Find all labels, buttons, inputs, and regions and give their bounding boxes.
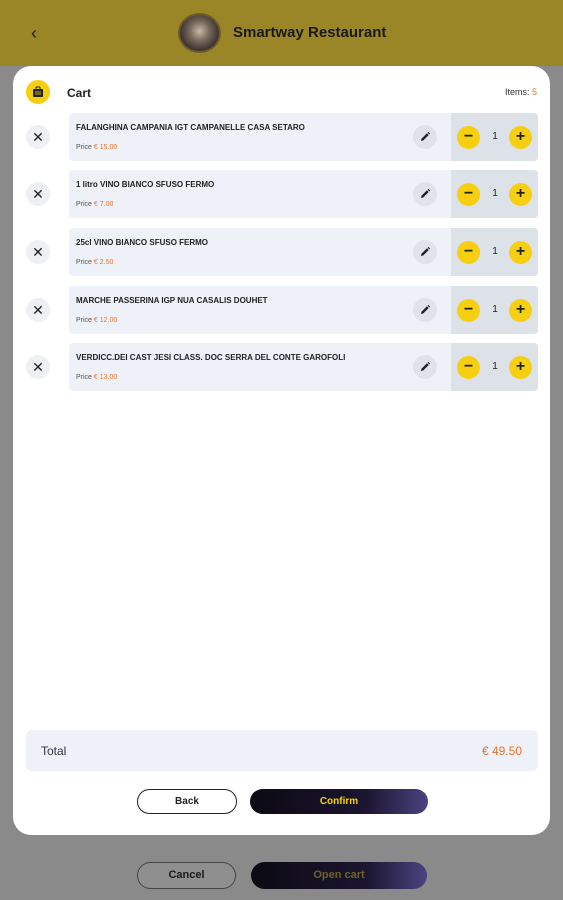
cart-title: Cart (67, 86, 92, 100)
remove-item-icon[interactable]: ✕ (26, 182, 50, 206)
item-name: 25cl VINO BIANCO SFUSO FERMO (76, 238, 209, 247)
remove-item-icon[interactable]: ✕ (26, 125, 50, 149)
quantity-stepper (451, 113, 538, 161)
cart-item-row (13, 286, 550, 334)
item-price: Price € 13.00 (76, 374, 118, 381)
cart-item-card (69, 286, 538, 334)
quantity-value: 1 (492, 246, 498, 257)
remove-item-icon[interactable]: ✕ (26, 298, 50, 322)
item-price: Price € 15.00 (76, 144, 118, 151)
restaurant-name: Smartway Restaurant (233, 24, 387, 41)
increase-quantity-button[interactable]: + (509, 356, 532, 379)
quantity-value: 1 (492, 188, 498, 199)
header-bar (0, 0, 563, 66)
item-price: Price € 12.00 (76, 317, 118, 324)
item-price: Price € 7.00 (76, 201, 114, 208)
edit-pencil-icon[interactable] (413, 125, 437, 149)
item-name: FALANGHINA CAMPANIA IGT CAMPANELLE CASA SETARO (76, 123, 305, 132)
decrease-quantity-button[interactable]: − (457, 183, 480, 206)
confirm-button[interactable]: Confirm (250, 789, 428, 814)
quantity-value: 1 (492, 131, 498, 142)
cart-item-card (69, 228, 538, 276)
quantity-stepper (451, 170, 538, 218)
item-name: 1 litro VINO BIANCO SFUSO FERMO (76, 180, 215, 189)
edit-pencil-icon[interactable] (413, 240, 437, 264)
cart-item-row (13, 228, 550, 276)
quantity-stepper (451, 228, 538, 276)
total-label: Total (41, 744, 67, 758)
edit-pencil-icon[interactable] (413, 355, 437, 379)
quantity-value: 1 (492, 304, 498, 315)
cart-item-row (13, 170, 550, 218)
cart-item-row (13, 113, 550, 161)
back-button[interactable]: Back (137, 789, 237, 814)
items-count: Items: 5 (504, 87, 537, 97)
cart-modal (13, 66, 550, 835)
cancel-button[interactable]: Cancel (137, 862, 236, 889)
decrease-quantity-button[interactable]: − (457, 126, 480, 149)
total-value: € 49.50 (481, 744, 522, 758)
decrease-quantity-button[interactable]: − (457, 241, 480, 264)
cart-item-card (69, 170, 538, 218)
remove-item-icon[interactable]: ✕ (26, 355, 50, 379)
quantity-stepper (451, 286, 538, 334)
restaurant-avatar (178, 13, 221, 53)
increase-quantity-button[interactable]: + (509, 126, 532, 149)
decrease-quantity-button[interactable]: − (457, 356, 480, 379)
open-cart-button[interactable]: Open cart (251, 862, 427, 889)
cart-item-row (13, 343, 550, 391)
total-bar (26, 730, 538, 771)
increase-quantity-button[interactable]: + (509, 299, 532, 322)
edit-pencil-icon[interactable] (413, 298, 437, 322)
increase-quantity-button[interactable]: + (509, 183, 532, 206)
item-name: VERDICC.DEI CAST JESI CLASS. DOC SERRA DEL CONTE GAROFOLI (76, 353, 346, 362)
edit-pencil-icon[interactable] (413, 182, 437, 206)
decrease-quantity-button[interactable]: − (457, 299, 480, 322)
cart-item-card (69, 343, 538, 391)
cart-icon (26, 80, 50, 104)
cart-item-card (69, 113, 538, 161)
chevron-left-icon[interactable]: ‹ (31, 23, 37, 43)
item-price: Price € 2.50 (76, 259, 114, 266)
quantity-value: 1 (492, 361, 498, 372)
item-name: MARCHE PASSERINA IGP NUA CASALIS DOUHET (76, 296, 268, 305)
quantity-stepper (451, 343, 538, 391)
remove-item-icon[interactable]: ✕ (26, 240, 50, 264)
increase-quantity-button[interactable]: + (509, 241, 532, 264)
